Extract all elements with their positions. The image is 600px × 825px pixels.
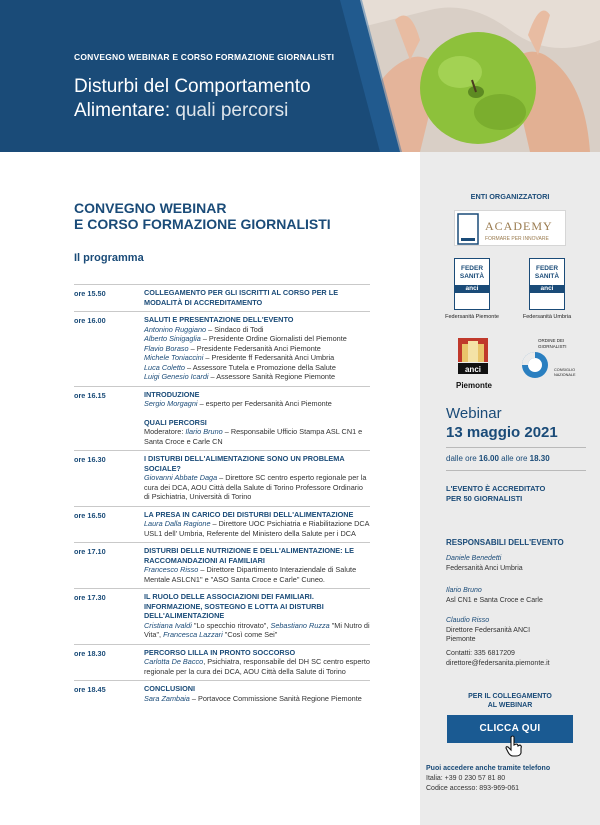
responsabile-2 — [446, 586, 543, 605]
speaker-name: Cristiana Ivaldi — [144, 620, 192, 630]
contact-phone: Contatti: 335 6817209 — [446, 650, 515, 657]
webinar-label: Webinar — [446, 405, 502, 422]
clicca-qui-button[interactable]: CLICCA QUI — [447, 715, 573, 743]
ordine-line2: CONSIGLIO NAZIONALE — [554, 368, 576, 377]
speaker-role: "Così come Sei" — [222, 630, 278, 639]
speaker-role: – Sindaco di Todi — [206, 324, 264, 334]
phone-access — [426, 764, 550, 794]
speaker-name: Flavio Boraso — [144, 343, 189, 353]
agenda-time: ore 17.10 — [74, 547, 106, 556]
main-heading-line1: CONVEGNO WEBINAR — [74, 200, 227, 216]
moderator-role: – Responsabile Ufficio Stampa ASL CN1 e Santa Croce e Carle CN — [144, 427, 363, 446]
speaker-name: Giovanni Abbate Daga — [144, 473, 218, 482]
agenda-time: ore 16.50 — [74, 510, 106, 520]
speaker-name: Francesca Lazzari — [163, 630, 223, 639]
sidebar — [420, 152, 600, 825]
hours-start: 16.00 — [478, 454, 499, 463]
hours-end: 18.30 — [529, 454, 550, 463]
agenda-time: ore 16.30 — [74, 455, 106, 464]
speaker-role: – Assessore Tutela e Promozione della Salute — [184, 362, 336, 372]
speaker-role: – Presidente Ordine Giornalisti del Piemonte — [200, 334, 347, 343]
accreditation-note — [446, 484, 545, 504]
speaker-role: – Presidente ff Federsanità Anci Umbria — [203, 353, 335, 362]
responsabile-role: Direttore Federsanità ANCI — [446, 626, 531, 634]
header-banner — [0, 0, 600, 152]
main-heading-line2: E CORSO FORMAZIONE GIORNALISTI — [74, 216, 331, 232]
divider — [446, 447, 586, 448]
speaker-name: Carlotta De Bacco — [144, 657, 204, 666]
anci-piemonte-logo — [456, 336, 493, 390]
page-title-light: quali percorsi — [175, 100, 289, 121]
ordine-line1: ORDINE DEI GIORNALISTI — [538, 338, 567, 349]
page-title-line1: Disturbi del Comportamento — [74, 76, 311, 97]
moderator-label: Moderatore: — [144, 427, 186, 436]
agenda-row — [74, 311, 370, 386]
agenda-title: PERCORSO LILLA IN PRONTO SOCCORSO — [144, 647, 296, 657]
agenda-row — [74, 386, 370, 451]
agenda-time: ore 16.00 — [74, 316, 106, 325]
speaker-name: Laura Dalla Ragione — [144, 519, 211, 528]
speaker-role: "Mi Nutro di Vita", — [144, 620, 370, 639]
agenda-row — [74, 284, 370, 311]
responsabile-name: Daniele Benedetti — [446, 555, 502, 562]
piemonte-crest-icon — [456, 336, 490, 376]
responsabile-role: Piemonte — [446, 636, 476, 643]
responsabile-role: Federsanità Anci Umbria — [446, 564, 523, 572]
agenda-subtitle: QUALI PERCORSI — [144, 417, 207, 427]
agenda-time: ore 18.45 — [74, 685, 106, 694]
federsanita-wordmark: FEDER SANITÀ — [459, 265, 485, 280]
agenda-title: I DISTURBI DELL'ALIMENTAZIONE SONO UN PROBLEMA SOCIALE? — [144, 454, 345, 473]
academy-title: ACADEMY — [485, 219, 553, 233]
responsabile-name: Claudio Risso — [446, 617, 490, 624]
speaker-name: Michele Toniaccini — [144, 353, 204, 362]
speaker-role: "Lo specchio ritrovato", — [191, 620, 271, 630]
agenda-title: SALUTI E PRESENTAZIONE DELL'EVENTO — [144, 315, 294, 324]
speaker-name: Luca Coletto — [144, 362, 185, 372]
collegamento-line1: PER IL COLLEGAMENTO — [468, 693, 552, 700]
responsabile-1 — [446, 554, 523, 573]
agenda-time: ore 17.30 — [74, 593, 106, 602]
agenda-title: LA PRESA IN CARICO DEI DISTURBI DELL'ALIMENTAZIONE — [144, 509, 354, 519]
event-date: 13 maggio 2021 — [446, 424, 558, 441]
agenda-time: ore 16.15 — [74, 390, 106, 400]
ordine-circle-icon — [520, 350, 550, 380]
responsabile-role: Asl CN1 e Santa Croce e Carle — [446, 596, 543, 604]
agenda-row — [74, 506, 370, 543]
federsanita-piemonte-logo — [454, 258, 490, 310]
programma-heading: Il programma — [74, 252, 144, 264]
federsanita-umbria-caption: Federsanità Umbria — [522, 314, 572, 320]
speaker-role: – Direttore Dipartimento Interaziendale di Salute Mentale ASLCN1" e "ASO Santa Croce e Carle" Cuneo. — [144, 565, 357, 584]
speaker-role: , Psichiatra, responsabile del DH SC centro esperto regionale per la cura dei DCA, AOU Città della Salute di Torino — [144, 657, 370, 676]
contact-info — [446, 649, 550, 669]
agenda-time: ore 18.30 — [74, 648, 106, 658]
main-column — [74, 200, 370, 264]
agenda-time: ore 15.50 — [74, 289, 106, 298]
speaker-name: Luigi Genesio Icardi — [144, 372, 209, 381]
agenda-row — [74, 588, 370, 644]
agenda-list — [74, 284, 370, 707]
phone-code: Codice accesso: 893-969-061 — [426, 785, 520, 792]
collegamento-line2: AL WEBINAR — [487, 702, 533, 709]
collegamento-label — [420, 692, 600, 710]
event-hours — [446, 454, 550, 463]
speaker-role: – Portavoce Commissione Sanità Regione Piemonte — [189, 693, 362, 703]
enti-heading: ENTI ORGANIZZATORI — [470, 192, 550, 201]
speaker-name: Sergio Morgagni — [144, 399, 198, 408]
speaker-role: – esperto per Federsanità Anci Piemonte — [197, 399, 332, 408]
accreditation-line1: L'EVENTO È ACCREDITATO — [446, 484, 546, 493]
divider — [446, 470, 586, 471]
agenda-title: INTRODUZIONE — [144, 389, 200, 399]
piemonte-caption: Piemonte — [456, 381, 493, 390]
accreditation-line2: PER 50 GIORNALISTI — [446, 494, 523, 503]
speaker-role: – Assessore Sanità Regione Piemonte — [208, 372, 336, 381]
ordine-giornalisti-logo — [520, 338, 590, 388]
responsabile-3 — [446, 616, 530, 645]
speaker-name: Francesco Risso — [144, 565, 199, 574]
federsanita-piemonte-caption: Federsanità Piemonte — [445, 314, 499, 320]
agenda-title: DISTURBI DELLE NUTRIZIONE E DELL'ALIMENTAZIONE: LE RACCOMANDAZIONI AI FAMILIARI — [144, 546, 354, 565]
federsanita-umbria-logo — [529, 258, 565, 310]
anci-wordmark: anci — [530, 285, 564, 293]
agenda-title: IL RUOLO DELLE ASSOCIAZIONI DEI FAMILIARI. INFORMAZIONE, SOSTEGNO E LOTTA AI DISTURBI DELL'ALIMENTAZIONE — [144, 592, 324, 620]
pointer-hand-icon — [504, 735, 524, 757]
agenda-row — [74, 644, 370, 681]
responsabili-heading: RESPONSABILI DELL'EVENTO — [446, 538, 564, 547]
speaker-name: Sara Zambaia — [144, 693, 190, 703]
speaker-name: Sebastiano Ruzza — [270, 620, 330, 630]
speaker-name: Alberto Sinigaglia — [144, 334, 201, 343]
responsabile-name: Ilario Bruno — [446, 587, 482, 594]
speaker-name: Antonino Ruggiano — [144, 324, 207, 334]
page-title-bold: Alimentare: — [74, 100, 171, 121]
contact-email[interactable]: direttore@federsanita.piemonte.it — [446, 660, 550, 667]
agenda-row — [74, 680, 370, 707]
agenda-row — [74, 542, 370, 588]
agenda-title: CONCLUSIONI — [144, 684, 196, 693]
speaker-role: – Direttore SC centro esperto regionale per la cura dei DCA, AOU Città della Salute di Torino Professore Ordinario di Psichiatria, Università di Torino — [144, 473, 367, 501]
page-title-line2 — [74, 100, 288, 122]
phone-number: Italia: +39 0 230 57 81 80 — [426, 775, 506, 782]
agenda-title: COLLEGAMENTO PER GLI ISCRITTI AL CORSO PER LE MODALITÀ DI ACCREDITAMENTO — [144, 288, 339, 307]
speaker-role: – Presidente Federsanità Anci Piemonte — [188, 343, 321, 353]
hours-to: alle ore — [498, 454, 530, 463]
hours-from: dalle ore — [446, 454, 479, 463]
speaker-role: – Direttore UOC Psichiatria e Riabilitazione DCA USL1 dell' Umbria, Referente del Ministero della Salute per i DCA — [144, 519, 370, 538]
phone-heading: Puoi accedere anche tramite telefono — [426, 765, 551, 772]
federsanita-wordmark: FEDER SANITÀ — [534, 265, 560, 280]
moderator-name: Ilario Bruno — [185, 427, 223, 436]
anci-wordmark: anci — [455, 285, 489, 293]
academy-logo — [454, 210, 566, 246]
anci-crest-wordmark: anci — [464, 365, 482, 374]
agenda-row — [74, 450, 370, 506]
header-kicker: CONVEGNO WEBINAR E CORSO FORMAZIONE GIORNALISTI — [74, 52, 335, 62]
academy-subtitle: FORMARE PER INNOVARE — [485, 236, 549, 242]
